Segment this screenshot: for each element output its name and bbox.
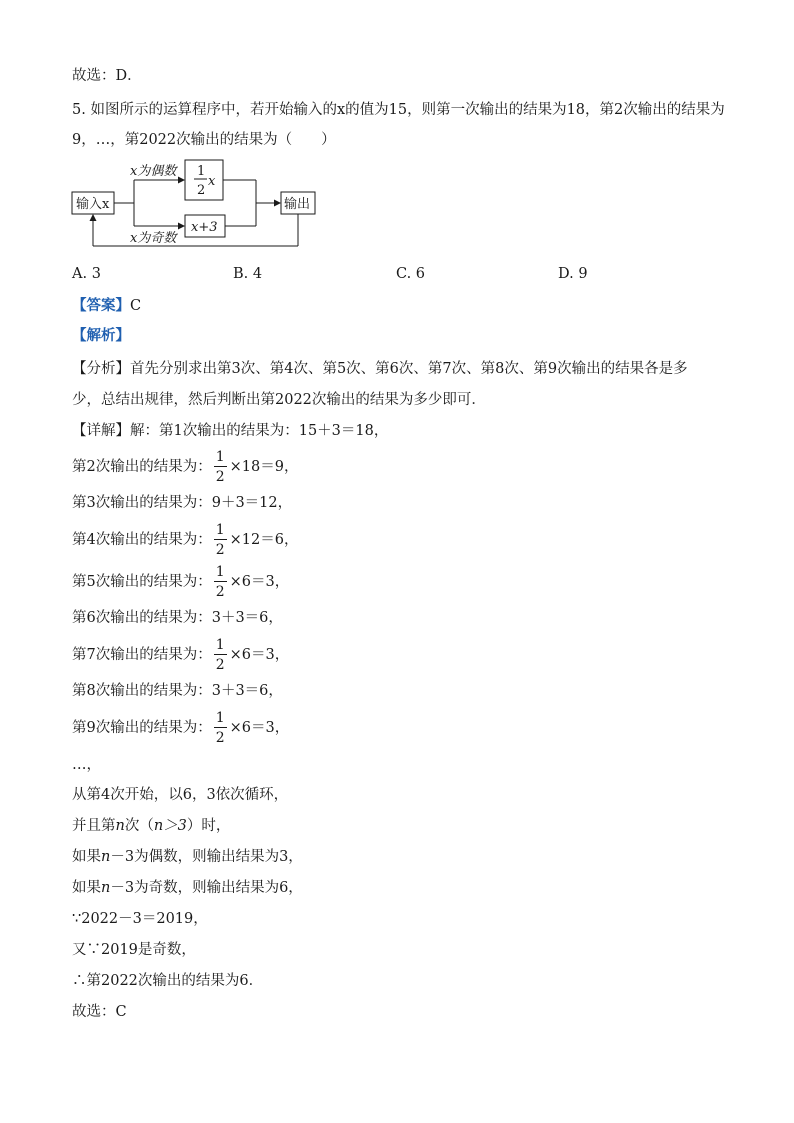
fenxi-text-1: 首先分别求出第3次、第4次、第5次、第6次、第7次、第8次、第9次输出的结果各是多 <box>130 361 688 377</box>
ellipsis-line: …， <box>72 757 101 773</box>
add-three-label: x+3 <box>191 220 218 235</box>
fenxi-line-1 <box>72 360 688 378</box>
fenxi-line-2: 少，总结出规律，然后判断出第2022次输出的结果为多少即可． <box>72 392 486 408</box>
fraction-half: $\frac{1}{2}$ <box>215 564 225 600</box>
odd-prefix: 如果 <box>72 880 101 896</box>
answer-line <box>72 297 141 315</box>
odd-condition-label: x为奇数 <box>130 231 177 246</box>
step-7-label: 第7次输出的结果为： <box>72 647 212 663</box>
question-line-2: 9，…，第2022次输出的结果为（ ） <box>72 132 336 148</box>
question-line-1: 5. 如图所示的运算程序中，若开始输入的x的值为15，则第一次输出的结果为18，第2次输出的结果为 <box>72 102 725 118</box>
step-4-line <box>72 523 298 557</box>
nth-condition: n＞3 <box>153 818 187 834</box>
answer-value: C <box>130 298 142 314</box>
option-c[interactable]: C. 6 <box>396 266 426 282</box>
step-2-label: 第2次输出的结果为： <box>72 459 212 475</box>
output-label: 输出 <box>284 197 311 212</box>
step-5-expr: ×6＝3， <box>229 574 290 590</box>
step-5-label: 第5次输出的结果为： <box>72 574 212 590</box>
nth-middle: 次（ <box>124 818 154 834</box>
because-line-2: 又∵2019是奇数， <box>72 942 196 958</box>
step-5-line <box>72 565 289 599</box>
cycle-line: 从第4次开始，以6，3依次循环， <box>72 787 289 803</box>
option-b[interactable]: B. 4 <box>233 266 263 282</box>
because-line-1: ∵2022－3＝2019， <box>72 911 208 927</box>
step-6-line: 第6次输出的结果为：3＋3＝6， <box>72 610 283 626</box>
even-variable: n <box>101 849 111 865</box>
halve-denominator: 2 <box>197 183 206 198</box>
step-9-line <box>72 711 289 745</box>
even-case-line <box>72 848 303 866</box>
step-2-line <box>72 450 298 484</box>
fraction-half: $\frac{1}{2}$ <box>215 710 225 746</box>
option-d[interactable]: D. 9 <box>558 266 588 282</box>
even-text: －3为偶数，则输出结果为3， <box>110 849 303 865</box>
step-9-label: 第9次输出的结果为： <box>72 720 212 736</box>
xiangjie-tag: 【详解】 <box>72 423 130 439</box>
halve-variable: x <box>208 174 216 189</box>
nth-prefix: 并且第 <box>72 818 116 834</box>
even-prefix: 如果 <box>72 849 101 865</box>
odd-case-line <box>72 879 303 897</box>
answer-tag: 【答案】 <box>72 297 130 314</box>
xiangjie-text-1: 解：第1次输出的结果为：15＋3＝18， <box>130 423 389 439</box>
fraction-half: $\frac{1}{2}$ <box>215 449 225 485</box>
step-4-expr: ×12＝6， <box>229 532 299 548</box>
odd-variable: n <box>101 880 111 896</box>
fraction-half: $\frac{1}{2}$ <box>215 522 225 558</box>
step-4-label: 第4次输出的结果为： <box>72 532 212 548</box>
step-7-line <box>72 638 289 672</box>
step-3-line: 第3次输出的结果为：9＋3＝12， <box>72 495 293 511</box>
previous-answer: 故选：D． <box>72 68 142 84</box>
analysis-tag: 【解析】 <box>72 327 130 344</box>
step-7-expr: ×6＝3， <box>229 647 290 663</box>
halve-numerator: 1 <box>197 164 206 179</box>
input-label: 输入x <box>76 197 110 212</box>
nth-suffix: ）时， <box>186 818 231 834</box>
flowchart <box>70 158 330 250</box>
step-8-line: 第8次输出的结果为：3＋3＝6， <box>72 683 283 699</box>
fraction-half: $\frac{1}{2}$ <box>215 637 225 673</box>
analysis-heading <box>72 327 130 345</box>
final-answer-line: 故选：C <box>72 1004 127 1020</box>
even-condition-label: x为偶数 <box>130 164 177 179</box>
nth-line <box>72 817 230 835</box>
nth-variable: n <box>115 818 125 834</box>
fenxi-tag: 【分析】 <box>72 361 130 377</box>
option-a[interactable]: A. 3 <box>72 266 101 282</box>
step-9-expr: ×6＝3， <box>229 720 290 736</box>
odd-text: －3为奇数，则输出结果为6， <box>110 880 303 896</box>
therefore-line: ∴第2022次输出的结果为6． <box>72 973 264 989</box>
xiangjie-line-1 <box>72 422 388 440</box>
step-2-expr: ×18＝9， <box>229 459 299 475</box>
